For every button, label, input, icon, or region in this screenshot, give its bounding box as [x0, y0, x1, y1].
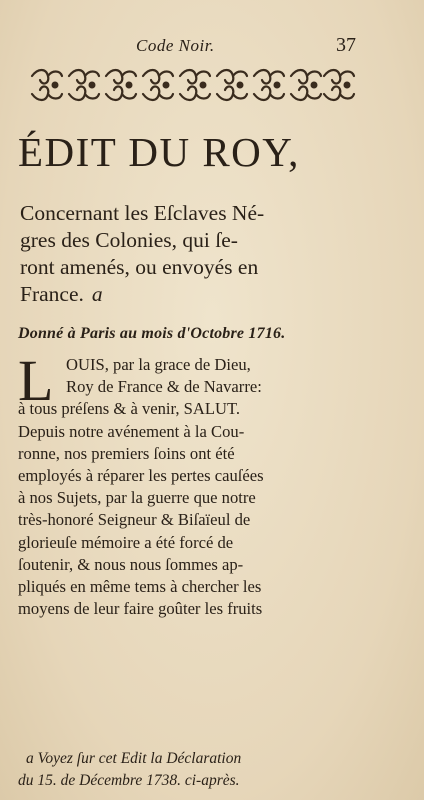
- footnote: [18, 748, 368, 792]
- edict-subtitle: [20, 200, 370, 308]
- running-head: Code Noir.: [136, 36, 215, 55]
- subtitle-line: [20, 281, 370, 308]
- body-line: à nos Sujets, par la guerre que notre: [18, 488, 256, 508]
- body-line: moyens de leur faire goûter les fruits: [18, 599, 263, 619]
- footnote-line: a Voyez ſur cet Edit la Déclaration: [26, 750, 242, 767]
- body-text: [18, 348, 368, 620]
- footnote-mark: a: [91, 282, 103, 306]
- body-line: ſoutenir, & nous nous ſommes ap-: [18, 554, 244, 574]
- body-line: à tous préſens & à venir, SALUT.: [18, 399, 241, 419]
- body-line: glorieuſe mémoire a été forcé de: [18, 532, 234, 552]
- body-line: très-honoré Seigneur & Biſaïeul de: [18, 510, 251, 530]
- date-line: Donné à Paris au mois d'Octobre 1716.: [18, 325, 286, 342]
- body-line: employés à réparer les pertes cauſées: [18, 466, 264, 486]
- drop-cap: L: [18, 348, 54, 413]
- body-line: pliqués en même tems à chercher les: [18, 577, 262, 597]
- subtitle-line: gres des Colonies, qui ſe-: [20, 228, 238, 252]
- footnote-line: du 15. de Décembre 1738. ci-après.: [18, 772, 240, 789]
- subtitle-line: ront amenés, ou envoyés en: [20, 255, 259, 279]
- page-number: 37: [336, 34, 356, 56]
- subtitle-line: Concernant les Eſclaves Né-: [20, 201, 265, 225]
- edict-title: ÉDIT DU ROY,: [18, 129, 300, 175]
- body-line: OUIS, par la grace de Dieu,: [66, 355, 251, 374]
- subtitle-last-text: France.: [20, 282, 84, 306]
- body-line: Depuis notre avénement à la Cou-: [18, 421, 245, 441]
- body-line: Roy de France & de Navarre:: [66, 377, 262, 397]
- ornamental-band: [28, 66, 356, 104]
- body-line: ronne, nos premiers ſoins ont été: [18, 443, 235, 463]
